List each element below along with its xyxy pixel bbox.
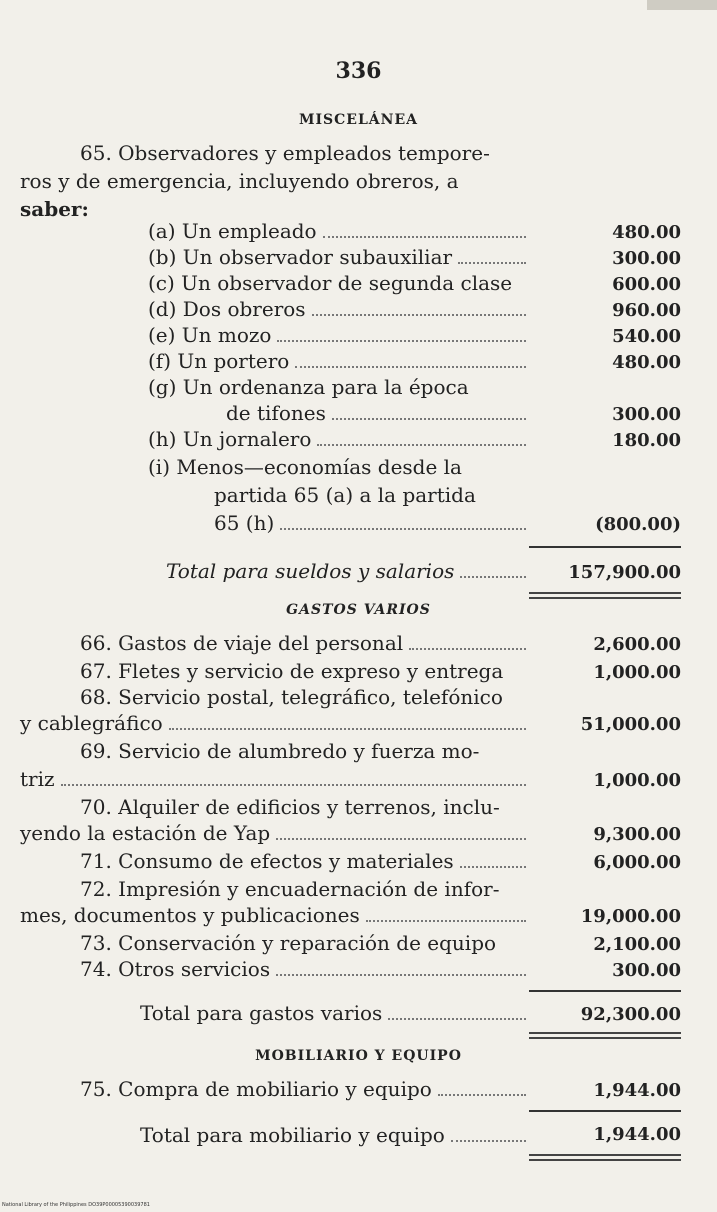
item65f: (f) Un portero (148, 346, 528, 376)
item65d: (d) Dos obreros (148, 294, 528, 324)
gastos-title: GASTOS VARIOS (286, 602, 431, 618)
item65g-cont: de tifones (226, 398, 528, 428)
total-gastos-label: Total para gastos varios (140, 998, 528, 1028)
gasto-71-amount: 6,000.00 (593, 852, 681, 873)
footer-caption: National Library of the Philippines DO39P00005390039781 (2, 1202, 150, 1208)
gasto-70: 70. Alquiler de edificios y terrenos, inclu- (80, 795, 500, 819)
gasto-74-amount: 300.00 (612, 960, 681, 981)
gasto-72: 72. Impresión y encuadernación de infor- (80, 877, 500, 901)
total-salaries-amount: 157,900.00 (568, 562, 681, 583)
item65a-amount: 480.00 (612, 222, 681, 243)
gasto-71: 71. Consumo de efectos y materiales (80, 846, 528, 876)
total-double-rule (529, 592, 681, 599)
item65d-amount: 960.00 (612, 300, 681, 321)
mobiliario-double-rule (529, 1154, 681, 1161)
item65-line2: ros y de emergencia, incluyendo obreros, a (20, 169, 459, 193)
item65e-amount: 540.00 (612, 326, 681, 347)
gasto-66: 66. Gastos de viaje del personal (80, 628, 528, 658)
gasto-69: 69. Servicio de alumbredo y fuerza mo- (80, 739, 480, 763)
total-gastos-amount: 92,300.00 (580, 1004, 681, 1025)
gasto-66-amount: 2,600.00 (593, 634, 681, 655)
item65f-amount: 480.00 (612, 352, 681, 373)
total-mobiliario-label: Total para mobiliario y equipo (140, 1120, 528, 1150)
item65h: (h) Un jornalero (148, 424, 528, 454)
page-number: 336 (335, 58, 382, 84)
section-title: MISCELÁNEA (298, 112, 418, 128)
mobiliario-rule (529, 1110, 681, 1112)
item65c-amount: 600.00 (612, 274, 681, 295)
gasto-68-cont: y cablegráfico (20, 708, 528, 738)
total-mobiliario-amount: 1,944.00 (593, 1124, 681, 1145)
subtotal-rule (529, 546, 681, 548)
total-salaries-label: Total para sueldos y salarios (166, 556, 528, 586)
item65i-cont: partida 65 (a) a la partida (214, 483, 476, 507)
gasto-72-cont: mes, documentos y publicaciones (20, 900, 528, 930)
item65-line3: saber: (20, 197, 89, 221)
item65h-amount: 180.00 (612, 430, 681, 451)
gasto-69-cont: triz (20, 764, 528, 794)
gasto-69-amount: 1,000.00 (593, 770, 681, 791)
item65i-cont2: 65 (h) (214, 508, 528, 538)
item65g: (g) Un ordenanza para la época (148, 375, 469, 399)
gasto-70-amount: 9,300.00 (593, 824, 681, 845)
item-75: 75. Compra de mobiliario y equipo (80, 1074, 528, 1104)
item65g-amount: 300.00 (612, 404, 681, 425)
item65b: (b) Un observador subauxiliar (148, 242, 528, 272)
item-75-amount: 1,944.00 (593, 1080, 681, 1101)
item65-line1: 65. Observadores y empleados tempore- (80, 141, 490, 165)
gasto-70-cont: yendo la estación de Yap (20, 818, 528, 848)
gasto-67: 67. Fletes y servicio de expreso y entrega (80, 659, 504, 683)
gastos-rule (529, 990, 681, 992)
item65i-amount: (800.00) (595, 514, 681, 535)
scan-corner (647, 0, 717, 10)
gasto-74: 74. Otros servicios (80, 954, 528, 984)
item65c: (c) Un observador de segunda clase (148, 271, 513, 295)
item65e: (e) Un mozo (148, 320, 528, 350)
item65a: (a) Un empleado (148, 216, 528, 246)
item65i: (i) Menos—economías desde la (148, 455, 462, 479)
gasto-73-amount: 2,100.00 (593, 934, 681, 955)
gasto-68-amount: 51,000.00 (580, 714, 681, 735)
gasto-68: 68. Servicio postal, telegráfico, telefónico (80, 685, 503, 709)
gasto-73: 73. Conservación y reparación de equipo (80, 931, 497, 955)
gasto-72-amount: 19,000.00 (580, 906, 681, 927)
item65b-amount: 300.00 (612, 248, 681, 269)
mobiliario-title: MOBILIARIO Y EQUIPO (255, 1048, 462, 1064)
gastos-double-rule (529, 1032, 681, 1039)
gasto-67-amount: 1,000.00 (593, 662, 681, 683)
